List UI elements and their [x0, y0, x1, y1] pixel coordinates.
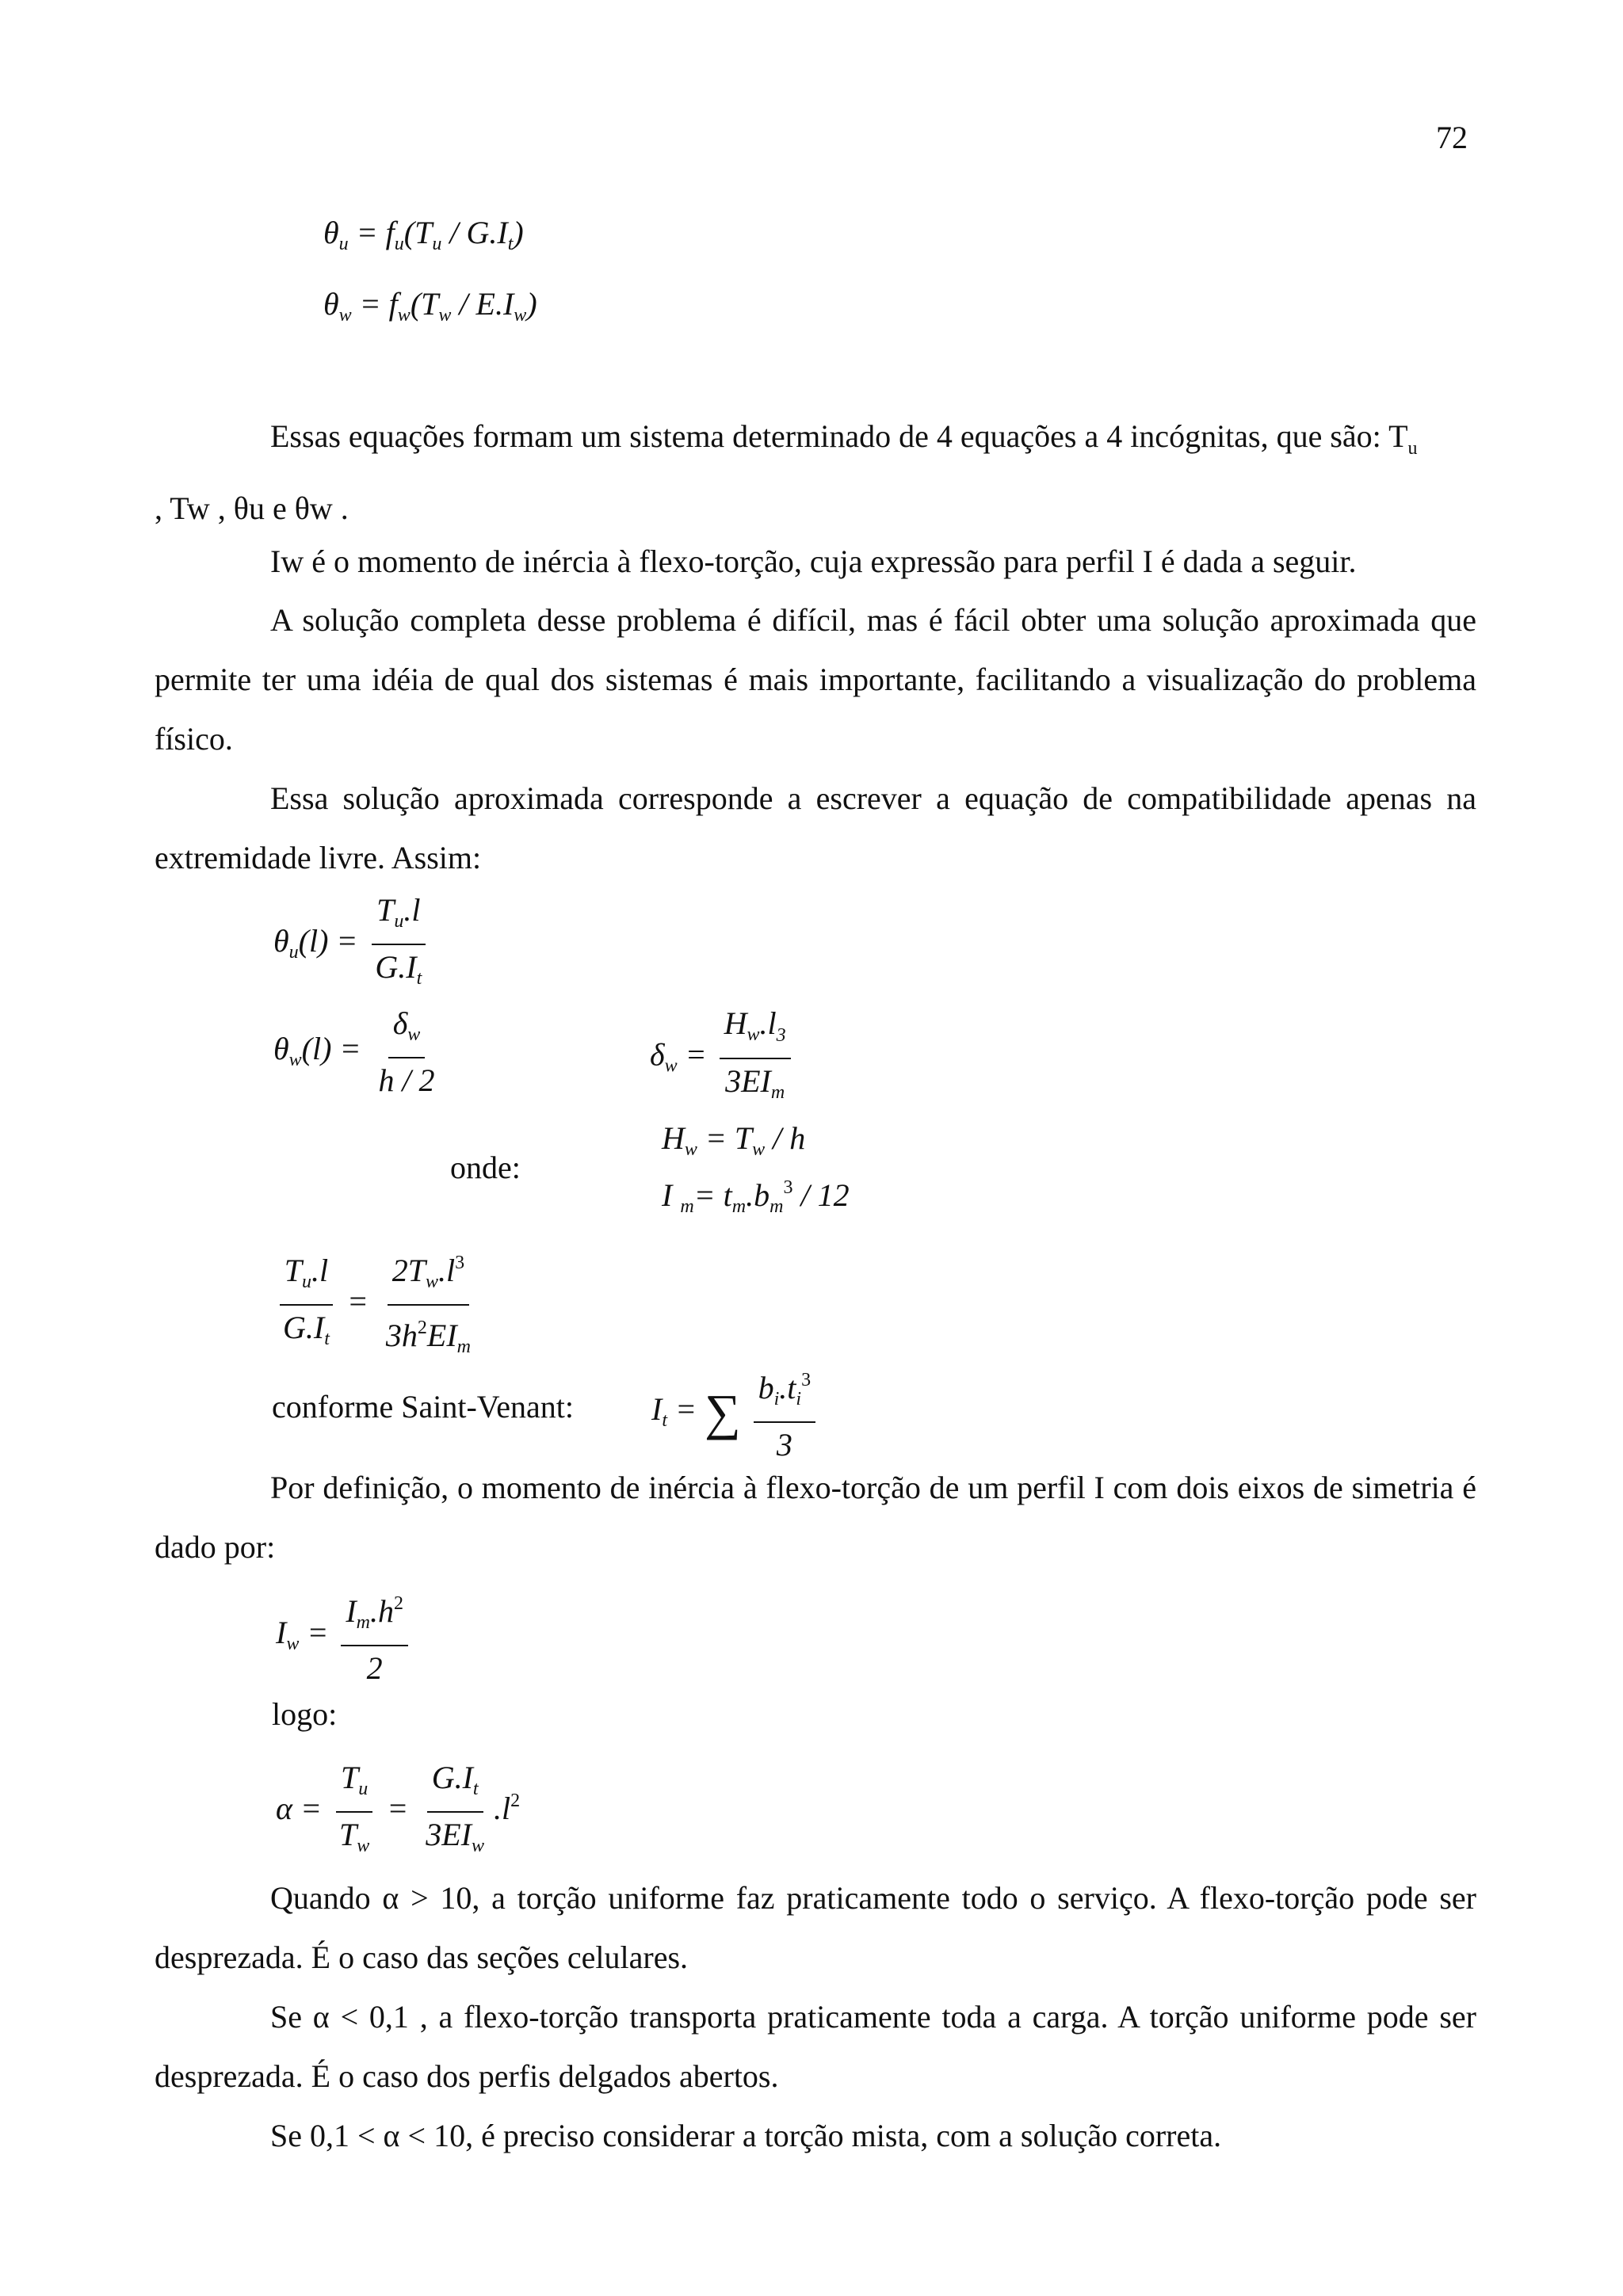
- label-logo: logo:: [272, 1696, 338, 1732]
- paragraph-approx: [155, 769, 1476, 887]
- paragraph-system: Essas equações formam um sistema determinado de 4 equações a 4 incógnitas, que são: $T_u$ , Tw , θu e θw .: [155, 418, 1418, 526]
- equation-theta-w: $\theta_w = f_w(T_w / E.I_w)$: [323, 286, 537, 326]
- paragraph-alpha-large-text: Quando α > 10, a torção uniforme faz praticamente todo o serviço. A flexo-torção pode ser desprezada. É o caso das seções celulares.: [155, 1880, 1476, 1975]
- equation-delta-w: $\delta_w$ = $\frac{H_w.l_3}{3EI_m}$: [650, 1005, 796, 1112]
- paragraph-iw-text: Iw é o momento de inércia à flexo-torção, cuja expressão para perfil I é dada a seguir.: [270, 543, 1357, 579]
- equation-it-saint-venant: $I_t$ = ∑ $\frac{b_i.t_i^3}{3}$: [651, 1361, 820, 1464]
- label-onde: onde:: [450, 1150, 521, 1185]
- paragraph-alpha-small-text: Se α < 0,1 , a flexo-torção transporta praticamente toda a carga. A torção uniforme pode ser desprezada. É o caso dos perfis delgados abertos.: [155, 1999, 1476, 2094]
- equation-compatibility: $\frac{T_u.l}{G.I_t}$ = $\frac{2T_w.l^3}{3h^2EI_m}$: [273, 1244, 480, 1366]
- equation-theta-w-l: $\theta_w(l)$ = $\frac{\delta_w}{h / 2}$: [273, 1005, 435, 1098]
- label-saint-venant: conforme Saint-Venant:: [272, 1389, 574, 1425]
- page-number: 72: [1436, 120, 1468, 155]
- equation-theta-u: $\theta_u = f_u(T_u / G.I_t)$: [323, 215, 524, 254]
- paragraph-definition-text: Por definição, o momento de inércia à flexo-torção de um perfil I com dois eixos de simetria é dado por:: [155, 1470, 1476, 1565]
- paragraph-approx-text: Essa solução aproximada corresponde a escrever a equação de compatibilidade apenas na extremidade livre. Assim:: [155, 780, 1476, 875]
- equation-theta-u-l: $\theta_u(l)$ = $\frac{T_u.l}{G.I_t}$: [273, 891, 431, 997]
- paragraph-alpha-small: [155, 1987, 1476, 2106]
- paragraph-definition: [155, 1458, 1476, 1577]
- paragraph-solution: [155, 590, 1476, 769]
- equation-im: I $_m= t_m.b_m^3 / 12$: [662, 1177, 850, 1217]
- paragraph-system-line2: , Tw , θu e θw .: [155, 490, 349, 526]
- equation-hw: $H_w = T_w / h$: [662, 1120, 806, 1160]
- equation-alpha: α = $\frac{T_u}{T_w}$ = $\frac{G.I_t}{3EI_w}$ $.l^2$: [276, 1760, 521, 1856]
- paragraph-iw: [155, 532, 1476, 591]
- paragraph-solution-text: A solução completa desse problema é difícil, mas é fácil obter uma solução aproximada que permite ter uma idéia de qual dos sistemas é mais importante, facilitando a visualização do problema físico.: [155, 602, 1476, 757]
- paragraph-alpha-mixed-text: Se 0,1 < α < 10, é preciso considerar a torção mista, com a solução correta.: [270, 2118, 1222, 2153]
- paragraph-alpha-mixed: [155, 2106, 1476, 2165]
- paragraph-alpha-large: [155, 1868, 1476, 1987]
- paragraph-system-line1: Essas equações formam um sistema determinado de 4 equações a 4 incógnitas, que são: T: [270, 418, 1408, 454]
- equation-iw: $I_w$ = $\frac{I_m.h^2}{2}$: [276, 1585, 413, 1688]
